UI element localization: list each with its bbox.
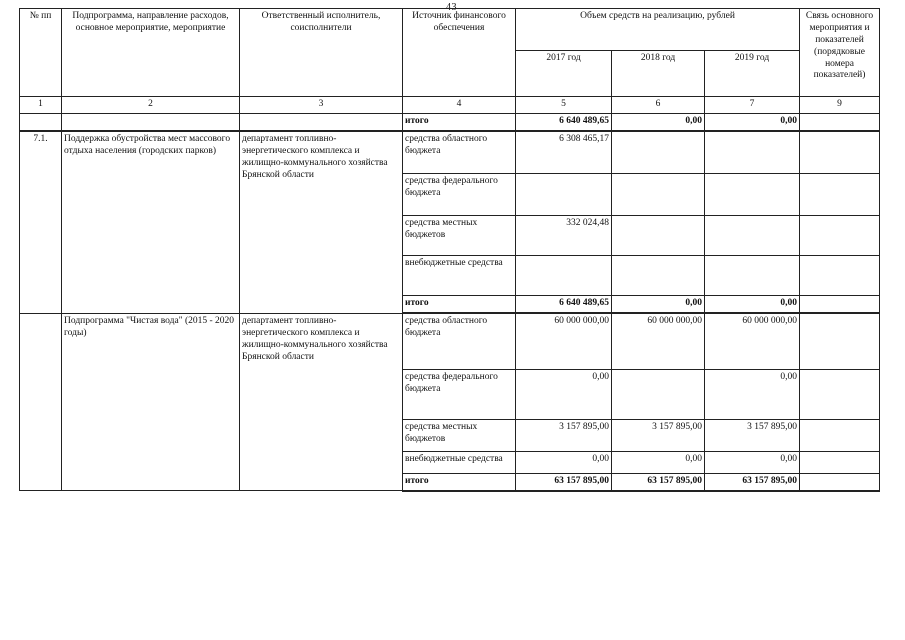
header-source: Источник финансового обеспечения xyxy=(403,9,516,97)
page-number: 43 xyxy=(446,2,457,13)
value-2018: 3 157 895,00 xyxy=(612,419,705,451)
header-year-2017: 2017 год xyxy=(516,51,612,97)
column-number: 9 xyxy=(800,97,880,114)
link-cell xyxy=(800,131,880,173)
header-no: № пп xyxy=(20,9,62,97)
block-number xyxy=(20,313,62,490)
header-program: Подпрограмма, направление расходов, основное мероприятие, мероприятие xyxy=(62,9,240,97)
source-row xyxy=(20,131,880,173)
value-2019 xyxy=(705,173,800,215)
source-label: средства федерального бюджета xyxy=(403,369,516,419)
value-2018 xyxy=(612,369,705,419)
block-executor: департамент топливно-энергетического комплекса и жилищно-коммунального хозяйства Брянской области xyxy=(240,131,403,313)
value-2017: 332 024,48 xyxy=(516,215,612,255)
value-2019: 63 157 895,00 xyxy=(705,473,800,490)
value-2017: 63 157 895,00 xyxy=(516,473,612,490)
value-2019 xyxy=(705,131,800,173)
block-executor: департамент топливно-энергетического комплекса и жилищно-коммунального хозяйства Брянской области xyxy=(240,313,403,490)
value-2017 xyxy=(516,173,612,215)
source-row xyxy=(20,313,880,369)
link-cell xyxy=(800,255,880,295)
link-cell xyxy=(800,313,880,369)
column-number: 5 xyxy=(516,97,612,114)
column-number: 3 xyxy=(240,97,403,114)
source-label: средства местных бюджетов xyxy=(403,419,516,451)
value-2017: 0,00 xyxy=(516,451,612,473)
link-cell xyxy=(800,295,880,313)
source-label: средства федерального бюджета xyxy=(403,173,516,215)
value-2017: 6 640 489,65 xyxy=(516,295,612,313)
column-number: 1 xyxy=(20,97,62,114)
link-cell xyxy=(800,451,880,473)
value-2017: 0,00 xyxy=(516,369,612,419)
value-2018 xyxy=(612,255,705,295)
column-number: 7 xyxy=(705,97,800,114)
block-number: 7.1. xyxy=(20,131,62,313)
value-2017 xyxy=(516,255,612,295)
block-name: Поддержка обустройства мест массового отдыха населения (городских парков) xyxy=(62,131,240,313)
column-number: 2 xyxy=(62,97,240,114)
link-cell xyxy=(800,173,880,215)
header-executor: Ответственный исполнитель, соисполнители xyxy=(240,9,403,97)
value-2018: 60 000 000,00 xyxy=(612,313,705,369)
source-label: средства местных бюджетов xyxy=(403,215,516,255)
value-2017: 3 157 895,00 xyxy=(516,419,612,451)
source-label: средства областного бюджета xyxy=(403,313,516,369)
header-link: Связь основного мероприятия и показателей (порядковые номера показателей) xyxy=(800,9,880,97)
source-label: внебюджетные средства xyxy=(403,255,516,295)
source-label: итого xyxy=(403,473,516,490)
value-2019: 0,00 xyxy=(705,451,800,473)
block-name: Подпрограмма "Чистая вода" (2015 - 2020 годы) xyxy=(62,313,240,490)
value-2018 xyxy=(612,215,705,255)
source-label: внебюджетные средства xyxy=(403,451,516,473)
value-2018 xyxy=(612,131,705,173)
value-2018 xyxy=(612,173,705,215)
value-2019: 0,00 xyxy=(705,295,800,313)
empty-cell xyxy=(20,113,62,131)
column-number: 4 xyxy=(403,97,516,114)
value-2019: 0,00 xyxy=(705,369,800,419)
source-label: средства областного бюджета xyxy=(403,131,516,173)
value-2018: 63 157 895,00 xyxy=(612,473,705,490)
value-2019: 60 000 000,00 xyxy=(705,313,800,369)
link-cell xyxy=(800,369,880,419)
header-year-2018: 2018 год xyxy=(612,51,705,97)
header-year-2019: 2019 год xyxy=(705,51,800,97)
value-2017: 6 308 465,17 xyxy=(516,131,612,173)
empty-cell xyxy=(240,113,403,131)
total-2019: 0,00 xyxy=(705,113,800,131)
total-2017: 6 640 489,65 xyxy=(516,113,612,131)
empty-cell xyxy=(800,113,880,131)
value-2019: 3 157 895,00 xyxy=(705,419,800,451)
link-cell xyxy=(800,419,880,451)
total-label: итого xyxy=(403,113,516,131)
value-2018: 0,00 xyxy=(612,451,705,473)
empty-cell xyxy=(62,113,240,131)
link-cell xyxy=(800,473,880,490)
total-2018: 0,00 xyxy=(612,113,705,131)
value-2019 xyxy=(705,215,800,255)
value-2018: 0,00 xyxy=(612,295,705,313)
source-label: итого xyxy=(403,295,516,313)
link-cell xyxy=(800,215,880,255)
header-volume: Объем средств на реализацию, рублей xyxy=(516,9,800,51)
column-number: 6 xyxy=(612,97,705,114)
budget-table xyxy=(19,8,880,492)
value-2019 xyxy=(705,255,800,295)
value-2017: 60 000 000,00 xyxy=(516,313,612,369)
